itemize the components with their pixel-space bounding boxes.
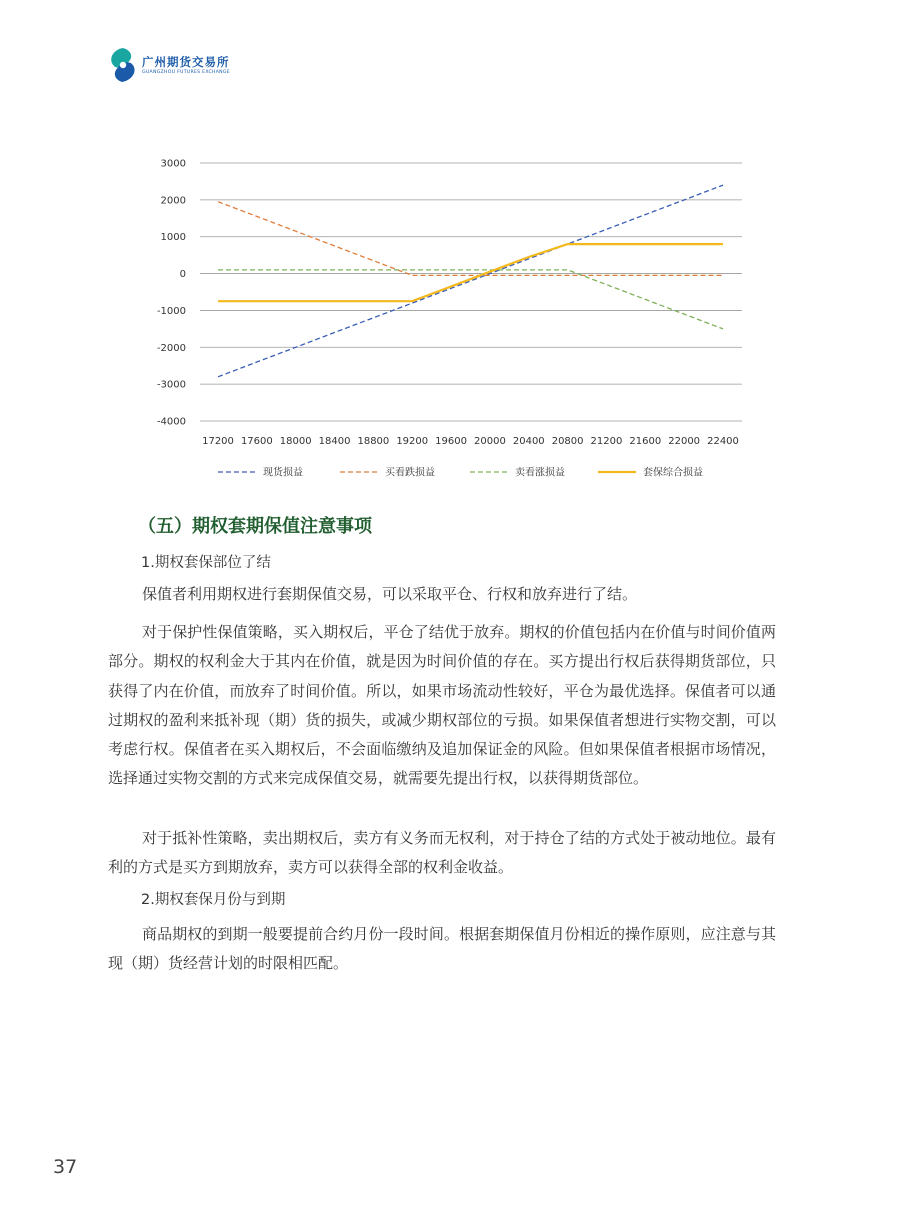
x-tick-label: 19600 [435, 436, 467, 447]
series-line-4 [218, 244, 723, 301]
y-tick-label: -3000 [156, 379, 186, 391]
y-tick-label: 1000 [160, 232, 186, 244]
x-tick-label: 19200 [396, 436, 429, 447]
paragraph-expiry-matching: 商品期权的到期一般要提前合约月份一段时间。根据套期保值月份相近的操作原则，应注意与其现（期）货经营计划的时限相匹配。 [108, 925, 776, 973]
logo-english-name: GUANGZHOU FUTURES EXCHANGE [142, 70, 230, 75]
x-tick-label: 22000 [668, 436, 701, 447]
x-tick-label: 21200 [590, 436, 623, 447]
section-title: （五）期权套期保值注意事项 [138, 516, 372, 537]
y-tick-label: -2000 [156, 342, 186, 354]
x-tick-label: 18400 [318, 436, 351, 447]
y-tick-label: 0 [179, 269, 186, 281]
y-tick-label: 3000 [160, 158, 186, 170]
legend-label: 套保综合损益 [643, 467, 703, 479]
x-tick-label: 18000 [279, 436, 312, 447]
series-line-2 [218, 202, 723, 276]
hedge-pnl-chart [0, 140, 900, 490]
y-tick-label: 2000 [160, 195, 186, 207]
legend-label: 买看跌损益 [385, 467, 435, 479]
logo-chinese-name: 广州期货交易所 [142, 55, 230, 69]
y-tick-label: -4000 [156, 416, 186, 428]
x-tick-label: 17600 [240, 436, 273, 447]
paragraph-closing-methods: 保值者利用期权进行套期保值交易，可以采取平仓、行权和放弃进行了结。 [142, 585, 638, 603]
subheading-position-closing: 1.期权套保部位了结 [141, 555, 271, 571]
legend-label: 现货损益 [263, 467, 303, 479]
x-tick-label: 20000 [474, 436, 506, 447]
x-tick-label: 20800 [551, 436, 584, 447]
y-tick-label: -1000 [156, 305, 186, 317]
x-tick-label: 22400 [707, 436, 739, 447]
x-tick-label: 18800 [357, 436, 390, 447]
exchange-logo [106, 46, 256, 86]
x-tick-label: 17200 [202, 436, 234, 447]
legend-label: 卖看涨损益 [515, 467, 565, 479]
page-number: 37 [53, 1156, 78, 1178]
paragraph-protective-strategy: 对于保护性保值策略，买入期权后，平仓了结优于放弃。期权的价值包括内在价值与时间价值两部分。期权的权利金大于其内在价值，就是因为时间价值的存在。买方提出行权后获得期货部位，只获得了内在价值，而放弃了时间价值。所以，如果市场流动性较好，平仓为最优选择。保值者可以通过期权的盈利来抵补现（期）货的损失，或减少期权部位的亏损。如果保值者想进行实物交割，可以考虑行权。保值者在买入期权后，不会面临缴纳及追加保证金的风险。但如果保值者根据市场情况，选择通过实物交割的方式来完成保值交易，就需要先提出行权，以获得期货部位。 [108, 623, 776, 788]
series-line-1 [218, 185, 723, 377]
x-tick-label: 21600 [629, 436, 662, 447]
paragraph-covered-strategy: 对于抵补性策略，卖出期权后，卖方有义务而无权利，对于持仓了结的方式处于被动地位。最有利的方式是买方到期放弃，卖方可以获得全部的权利金收益。 [108, 829, 776, 877]
subheading-month-expiry: 2.期权套保月份与到期 [141, 892, 286, 908]
gfex-logo-icon [106, 46, 140, 84]
x-tick-label: 20400 [512, 436, 545, 447]
